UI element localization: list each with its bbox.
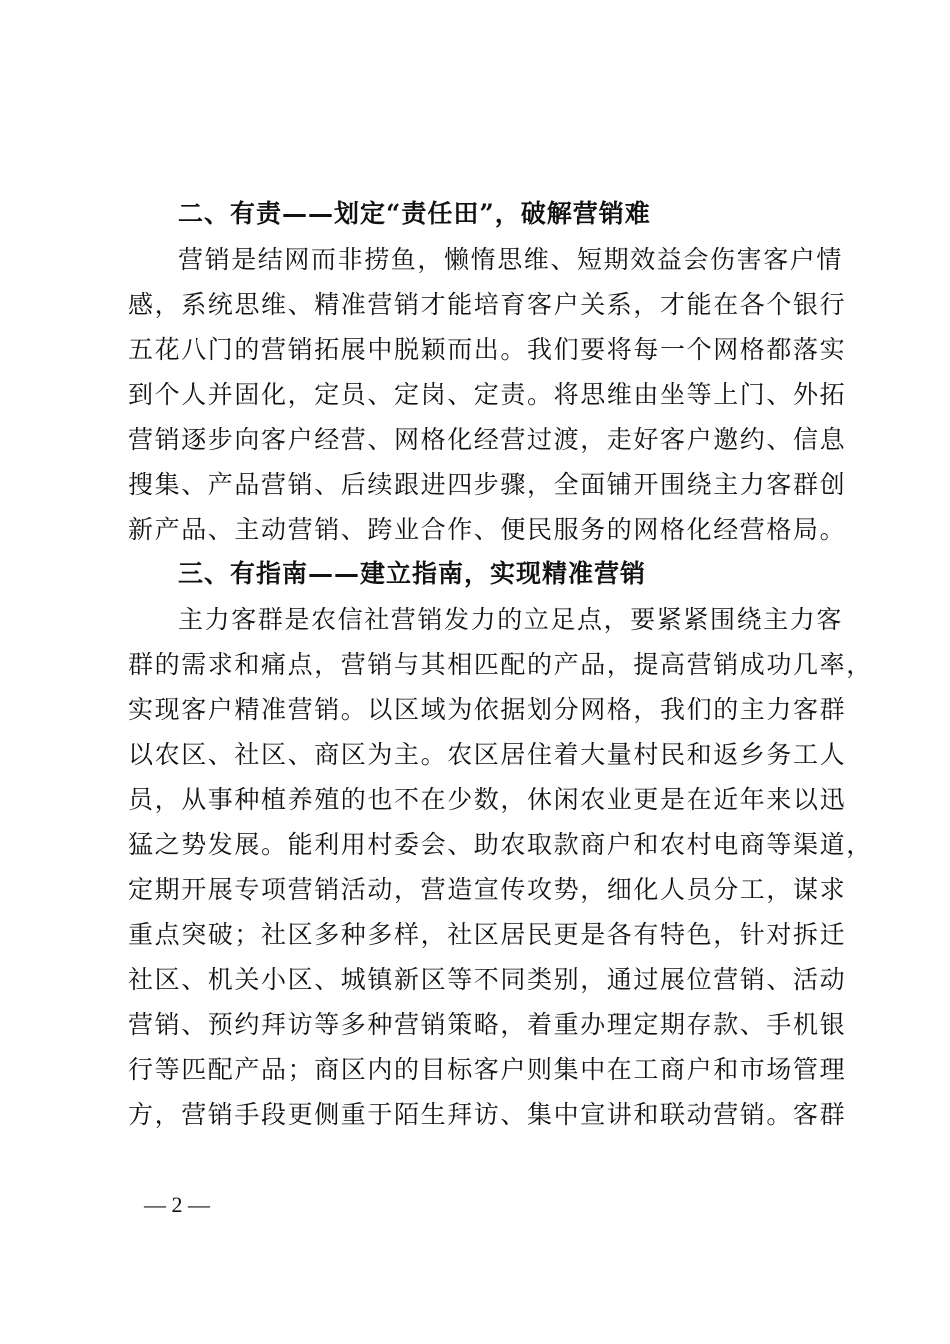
paragraph-line: 行等匹配产品；商区内的目标客户则集中在工商户和市场管理 <box>128 1055 847 1084</box>
paragraph-line: 感，系统思维、精准营销才能培育客户关系，才能在各个银行 <box>128 290 847 319</box>
paragraph-line: 社区、机关小区、城镇新区等不同类别，通过展位营销、活动 <box>128 965 847 994</box>
paragraph-line: 方，营销手段更侧重于陌生拜访、集中宣讲和联动营销。客群 <box>128 1100 847 1129</box>
paragraph-line: 定期开展专项营销活动，营造宣传攻势，细化人员分工，谋求 <box>128 875 847 904</box>
paragraph-line: 到个人并固化，定员、定岗、定责。将思维由坐等上门、外拓 <box>128 380 847 409</box>
section-heading-2: 二、有责——划定“责任田”，破解营销难 <box>178 199 651 228</box>
paragraph-line: 搜集、产品营销、后续跟进四步骤，全面铺开围绕主力客群创 <box>128 470 847 499</box>
page-number: — 2 — <box>144 1192 210 1217</box>
paragraph-line: 新产品、主动营销、跨业合作、便民服务的网格化经营格局。 <box>128 515 847 544</box>
section-heading-3: 三、有指南——建立指南，实现精准营销 <box>178 559 647 588</box>
paragraph-line: 营销是结网而非捞鱼，懒惰思维、短期效益会伤害客户情 <box>178 245 844 274</box>
paragraph-line: 主力客群是农信社营销发力的立足点，要紧紧围绕主力客 <box>178 605 844 634</box>
paragraph-line: 群的需求和痛点，营销与其相匹配的产品，提高营销成功几率， <box>128 650 873 679</box>
paragraph-line: 重点突破；社区多种多样，社区居民更是各有特色，针对拆迁 <box>128 920 847 949</box>
paragraph-line: 五花八门的营销拓展中脱颖而出。我们要将每一个网格都落实 <box>128 335 847 364</box>
paragraph-line: 实现客户精准营销。以区域为依据划分网格，我们的主力客群 <box>128 695 847 724</box>
paragraph-line: 营销、预约拜访等多种营销策略，着重办理定期存款、手机银 <box>128 1010 847 1039</box>
paragraph-line: 以农区、社区、商区为主。农区居住着大量村民和返乡务工人 <box>128 740 847 769</box>
paragraph-line: 营销逐步向客户经营、网格化经营过渡，走好客户邀约、信息 <box>128 425 847 454</box>
paragraph-line: 员，从事种植养殖的也不在少数，休闲农业更是在近年来以迅 <box>128 785 847 814</box>
paragraph-line: 猛之势发展。能利用村委会、助农取款商户和农村电商等渠道， <box>128 830 873 859</box>
